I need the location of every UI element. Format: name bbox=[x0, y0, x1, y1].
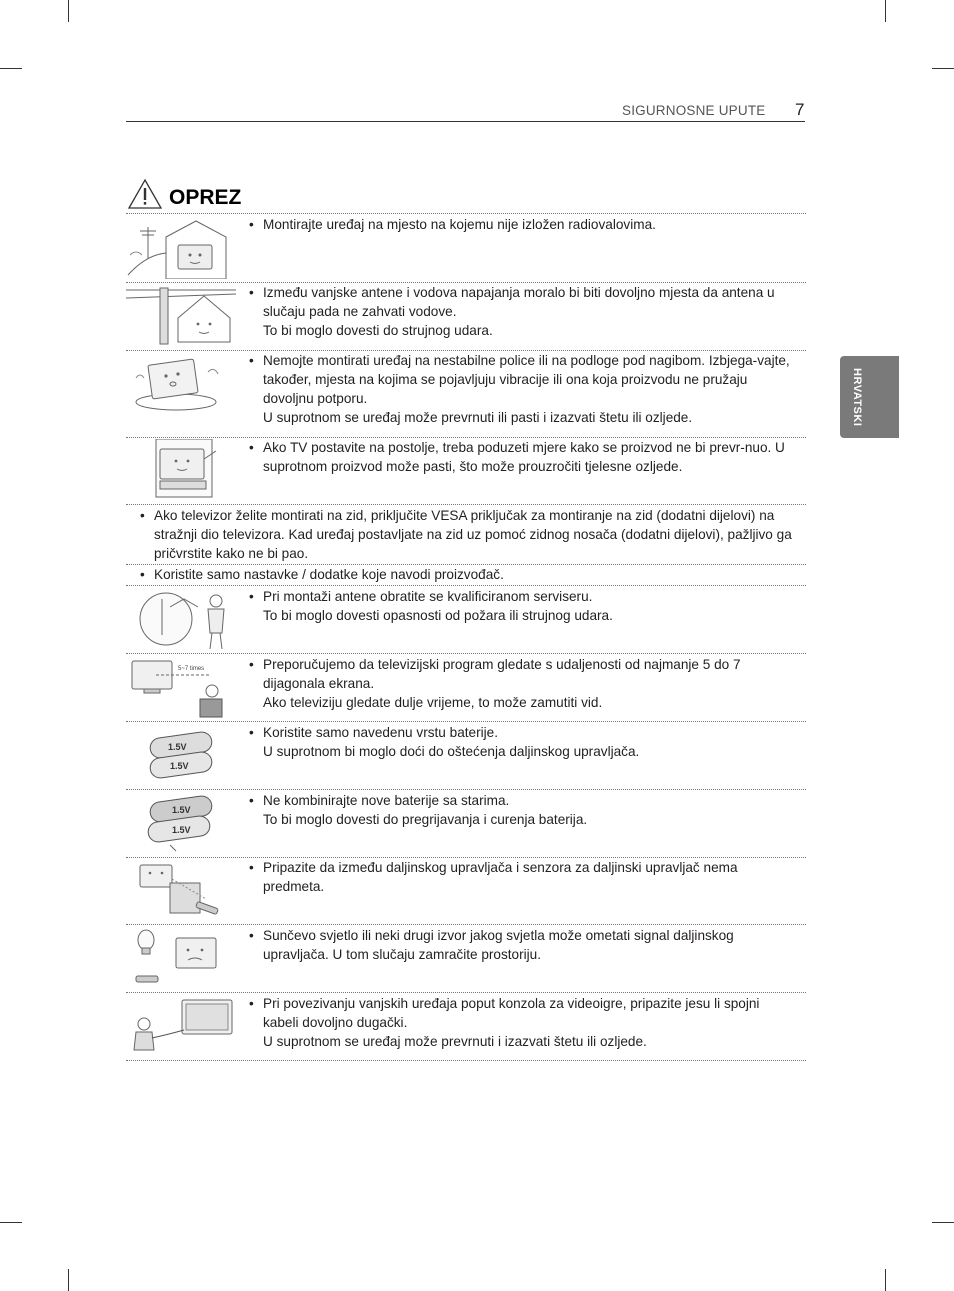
item-text: Pripazite da između daljinskog upravljača i senzora za daljinski upravljač nema predmeta. bbox=[263, 860, 738, 894]
item-divider bbox=[126, 789, 806, 790]
tv-on-stand-illustration bbox=[126, 439, 236, 503]
bullet-marker: • bbox=[249, 285, 254, 300]
item-text: Ako TV postavite na postolje, treba poduzeti mjere kako se proizvod ne bi prevr-nuo. U suprotnom proizvod može pasti, što može prouzročiti tjelesne ozljede. bbox=[263, 440, 785, 474]
bullet-marker: • bbox=[249, 589, 254, 604]
caution-item bbox=[249, 283, 794, 340]
item-text: Sunčevo svjetlo ili neki drugi izvor jakog svjetla može ometati signal daljinskog upravljača. U tom slučaju zamračite prostoriju. bbox=[263, 928, 734, 962]
unstable-shelf-tv-illustration bbox=[126, 352, 236, 416]
section-divider bbox=[126, 213, 806, 214]
bullet-marker: • bbox=[249, 353, 254, 368]
item-text: Pri povezivanju vanjskih uređaja poput konzola za videoigre, pripazite jesu li spojni kabeli dovoljno dugački. bbox=[263, 996, 760, 1030]
item-text: Ako televizor želite montirati na zid, priključite VESA priključak za montiranje na zid (dodatni dijelovi) na stražnji dio televizora. Kad uređaj postavljate na zid uz pomoć zidnog nosača (dodatni dijelovi), pažljivo ga pričvrstite kako ne bi pao. bbox=[154, 508, 792, 561]
bullet-marker: • bbox=[249, 657, 254, 672]
crop-mark bbox=[932, 68, 954, 69]
item-text: U suprotnom se uređaj može prevrnuti ili pasti i izazvati štetu ili ozljede. bbox=[263, 410, 693, 425]
svg-text:5~7 times: 5~7 times bbox=[178, 666, 205, 672]
item-text: To bi moglo dovesti opasnosti od požara ili strujnog udara. bbox=[263, 608, 613, 623]
sunlight-remote-illustration bbox=[126, 926, 236, 990]
item-text: U suprotnom se uređaj može prevrnuti i izazvati štetu ili ozljede. bbox=[263, 1034, 647, 1049]
batteries-illustration bbox=[126, 723, 236, 787]
item-text: U suprotnom bi moglo doći do oštećenja daljinskog upravljača. bbox=[263, 744, 640, 759]
caution-item bbox=[249, 926, 794, 964]
language-tab-label: HRVATSKI bbox=[851, 367, 863, 427]
svg-text:1.5V: 1.5V bbox=[170, 761, 189, 771]
language-tab bbox=[840, 356, 899, 438]
house-antenna-illustration bbox=[126, 215, 236, 279]
bullet-marker: • bbox=[249, 928, 254, 943]
crop-mark bbox=[885, 1269, 886, 1291]
item-divider bbox=[126, 721, 806, 722]
item-text: To bi moglo dovesti do pregrijavanja i curenja baterija. bbox=[263, 812, 588, 827]
item-text: Ako televiziju gledate dulje vrijeme, to može zamutiti vid. bbox=[263, 695, 603, 710]
item-text: Nemojte montirati uređaj na nestabilne police ili na podloge pod nagibom. Izbjega-vajte, također, mjesta na kojima se pojavljuju vibracije ili ona koja proizvodu ne pružaju dovoljnu potporu. bbox=[263, 353, 790, 406]
caution-item bbox=[249, 438, 794, 476]
item-divider bbox=[126, 653, 806, 654]
bullet-marker: • bbox=[249, 725, 254, 740]
section-title: SIGURNOSNE UPUTE bbox=[622, 103, 766, 118]
bullet-marker: • bbox=[140, 508, 145, 523]
caution-item bbox=[249, 858, 794, 896]
caution-item bbox=[249, 791, 794, 829]
header-divider bbox=[126, 121, 805, 122]
svg-text:1.5V: 1.5V bbox=[172, 825, 191, 835]
caution-item bbox=[249, 587, 794, 625]
bullet-marker: • bbox=[249, 217, 254, 232]
item-divider bbox=[126, 992, 806, 993]
crop-mark bbox=[885, 0, 886, 22]
page-number: 7 bbox=[795, 100, 805, 119]
item-text: Montirajte uređaj na mjesto na kojemu nije izložen radiovalovima. bbox=[263, 217, 656, 232]
cable-length-illustration bbox=[126, 994, 236, 1058]
crop-mark bbox=[0, 68, 22, 69]
bullet-marker: • bbox=[249, 440, 254, 455]
crop-mark bbox=[68, 1269, 69, 1291]
item-text: Između vanjske antene i vodova napajanja moralo bi biti dovoljno mjesta da antena u slučaju pada ne zahvati vodove. bbox=[263, 285, 775, 319]
remote-obstruction-illustration bbox=[126, 859, 236, 923]
item-text: Preporučujemo da televizijski program gledate s udaljenosti od najmanje 5 do 7 dijagonala ekrana. bbox=[263, 657, 741, 691]
item-divider bbox=[126, 924, 806, 925]
item-text: Ne kombinirajte nove baterije sa starima. bbox=[263, 793, 510, 808]
caution-item bbox=[249, 723, 794, 761]
warning-triangle-icon bbox=[127, 178, 163, 210]
viewing-distance-illustration bbox=[126, 655, 236, 719]
caution-item bbox=[249, 994, 794, 1051]
antenna-serviceman-illustration bbox=[126, 587, 236, 651]
antenna-power-line-illustration bbox=[126, 284, 236, 348]
caution-item bbox=[249, 351, 794, 427]
item-text: Pri montaži antene obratite se kvalificiranom serviseru. bbox=[263, 589, 593, 604]
item-divider bbox=[126, 504, 806, 505]
item-text: Koristite samo nastavke / dodatke koje navodi proizvođač. bbox=[154, 567, 504, 582]
crop-mark bbox=[68, 0, 69, 22]
bullet-marker: • bbox=[249, 860, 254, 875]
caution-item bbox=[140, 506, 800, 563]
mixed-batteries-illustration bbox=[126, 791, 236, 855]
crop-mark bbox=[0, 1222, 22, 1223]
caution-item bbox=[249, 655, 794, 712]
svg-text:1.5V: 1.5V bbox=[168, 742, 187, 752]
caution-heading bbox=[127, 176, 241, 210]
caution-item bbox=[249, 215, 794, 234]
page-title: OPREZ bbox=[169, 186, 242, 209]
crop-mark bbox=[932, 1222, 954, 1223]
item-divider bbox=[126, 585, 806, 586]
bullet-marker: • bbox=[140, 567, 145, 582]
item-text: To bi moglo dovesti do strujnog udara. bbox=[263, 323, 493, 338]
caution-item bbox=[140, 565, 800, 584]
item-divider bbox=[126, 1060, 806, 1061]
bullet-marker: • bbox=[249, 793, 254, 808]
item-text: Koristite samo navedenu vrstu baterije. bbox=[263, 725, 498, 740]
svg-text:1.5V: 1.5V bbox=[172, 805, 191, 815]
bullet-marker: • bbox=[249, 996, 254, 1011]
